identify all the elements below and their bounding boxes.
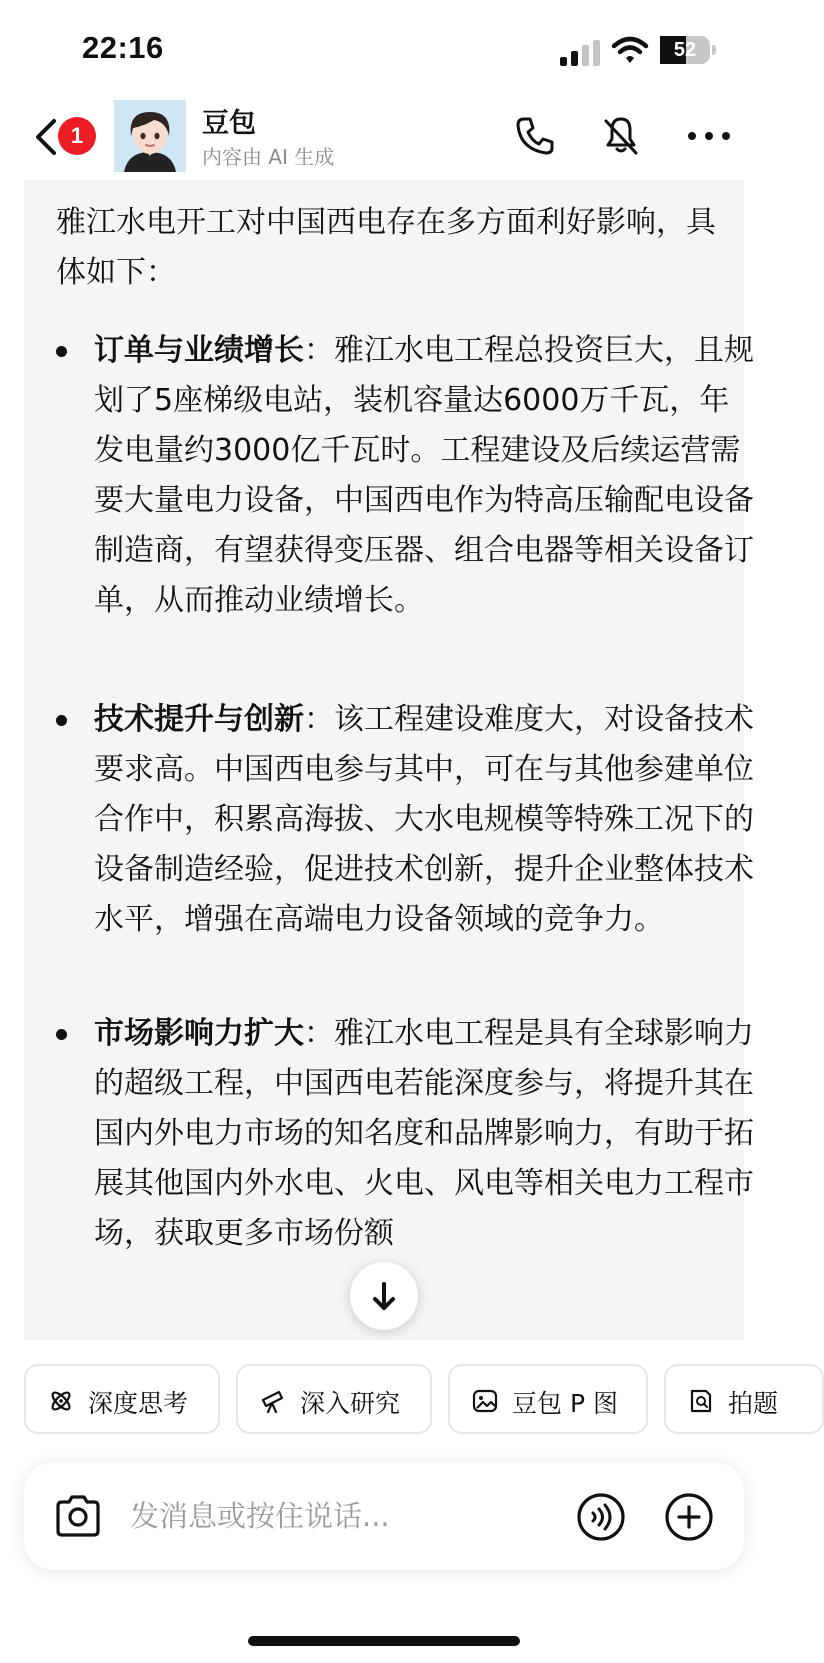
scroll-to-bottom-button[interactable] [350,1262,418,1330]
camera-icon [54,1494,102,1538]
avatar[interactable] [114,100,186,172]
atom-icon [48,1388,74,1414]
unread-badge: 1 [58,117,96,155]
phone-icon [512,113,558,159]
mute-icon [598,113,644,159]
battery-icon [660,36,716,64]
photo-question-chip[interactable] [664,1364,824,1434]
more-icon [684,113,734,159]
home-indicator [248,1636,520,1646]
input-bar [24,1462,744,1570]
deep-research-chip[interactable] [236,1364,432,1434]
image-edit-chip[interactable] [448,1364,648,1434]
arrow-down-icon [350,1262,418,1330]
signal-icon [560,40,602,66]
ai-generated-note: 内容由 AI 生成 [202,145,335,169]
chip-label: 豆包 P 图 [512,1389,618,1418]
back-button[interactable] [32,109,102,165]
voice-call-button[interactable] [576,1492,626,1542]
bullet-text [94,326,754,626]
bullet-body: ：雅江水电工程总投资巨大，且规划了5座梯级电站，装机容量达6000万千瓦，年发电量约3000亿千瓦时。工程建设及后续运营需要大量电力设备，中国西电作为特高压输配电设备制造商，有望获得变压器、组合电器等相关设备订单，从而推动业绩增长。 [94,333,754,618]
bullet-body: ：该工程建设难度大，对设备技术要求高。中国西电参与其中，可在与其他参建单位合作中，积累高海拔、大水电规模等特殊工况下的设备制造经验，促进技术创新，提升企业整体技术水平，增强在高端电力设备领域的竞争力。 [94,702,754,937]
chip-label: 深度思考 [88,1389,189,1418]
battery-percent: 52 [673,39,697,61]
more-button[interactable] [684,113,734,159]
assistant-message [24,180,754,1340]
bullet-title: 订单与业绩增长 [94,333,304,368]
avatar-illustration [114,100,186,172]
deep-thinking-chip[interactable] [24,1364,220,1434]
chip-label: 拍题 [728,1389,779,1418]
wifi-icon [612,36,648,66]
plus-icon [664,1492,714,1542]
contact-name[interactable]: 豆包 [202,108,256,139]
message-input[interactable] [130,1492,570,1540]
image-edit-icon [472,1388,498,1414]
call-button[interactable] [512,113,558,159]
telescope-icon [260,1388,286,1414]
bullet-dot [56,715,67,726]
bullet-title: 技术提升与创新 [94,702,304,737]
bullet-title: 市场影响力扩大 [94,1016,304,1051]
status-bar [0,0,768,100]
plus-button[interactable] [664,1492,714,1542]
camera-button[interactable] [54,1494,102,1538]
bullet-dot [56,1029,67,1040]
quick-actions [0,1364,779,1438]
bullet-text [94,695,754,945]
status-time: 22:16 [82,30,164,65]
chip-label: 深入研究 [300,1389,401,1418]
bullet-dot [56,346,67,357]
voice-call-icon [576,1492,626,1542]
chat-header [0,95,768,180]
bullet-text [94,1009,754,1259]
scan-question-icon [688,1388,714,1414]
message-intro: 雅江水电开工对中国西电存在多方面利好影响，具体如下： [56,205,716,290]
mute-button[interactable] [598,113,644,159]
bullet-body: ：雅江水电工程是具有全球影响力的超级工程，中国西电若能深度参与，将提升其在国内外电力市场的知名度和品牌影响力，有助于拓展其他国内外水电、火电、风电等相关电力工程市场，获取更多市场份额 [94,1016,754,1251]
